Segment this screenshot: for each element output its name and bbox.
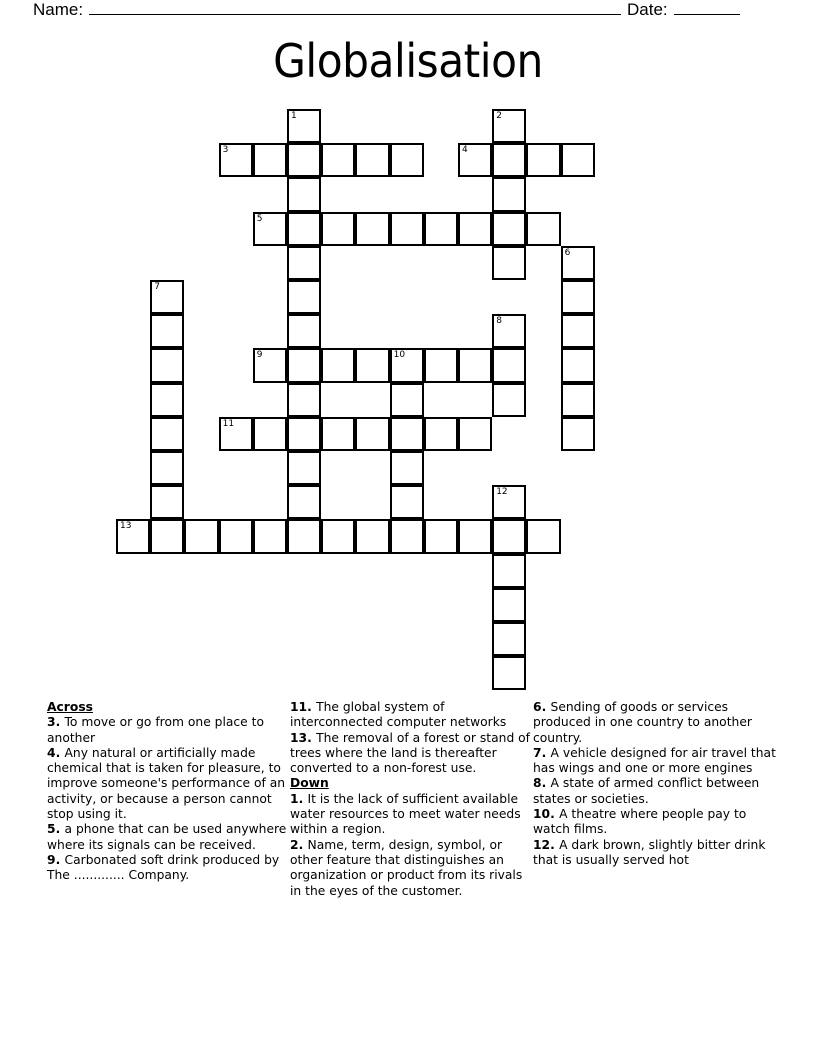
grid-cell[interactable] [390,383,424,417]
grid-cell[interactable] [492,109,526,143]
grid-cell[interactable] [253,348,287,382]
clues-column-3 [533,700,778,868]
name-field[interactable] [33,0,621,20]
grid-cell[interactable] [561,417,595,451]
grid-cell[interactable] [253,519,287,553]
grid-cell[interactable] [287,383,321,417]
grid-cell[interactable] [458,519,492,553]
clue-across-5: 5. a phone that can be used anywhere where its signals can be received. [47,822,287,852]
clue-across-3: 3. To move or go from one place to another [47,715,265,745]
grid-cell[interactable] [561,280,595,314]
grid-cell[interactable] [424,212,458,246]
clue-down-10: 10. A theatre where people pay to watch films. [533,807,747,837]
clue-down-7: 7. A vehicle designed for air travel that has wings and one or more engines [533,745,776,776]
grid-cell[interactable] [526,143,560,177]
grid-cell[interactable] [561,143,595,177]
grid-cell[interactable] [321,348,355,382]
grid-cell[interactable] [492,622,526,656]
grid-cell[interactable] [492,656,526,690]
grid-cell[interactable] [492,554,526,588]
grid-cell[interactable] [287,451,321,485]
grid-cell[interactable] [287,314,321,348]
grid-cell[interactable] [492,212,526,246]
grid-cell[interactable] [287,280,321,314]
grid-cell[interactable] [492,485,526,519]
clue-number: 10 [393,350,406,361]
clue-number: 7 [154,282,160,292]
grid-cell[interactable] [424,519,458,553]
grid-cell[interactable] [492,314,526,348]
grid-cell[interactable] [321,519,355,553]
grid-cell[interactable] [561,314,595,348]
grid-cell[interactable] [287,417,321,451]
grid-cell[interactable] [150,519,184,553]
grid-cell[interactable] [355,143,389,177]
page-title: Globalisation [273,34,543,88]
grid-cell[interactable] [287,348,321,382]
name-line[interactable] [89,0,621,15]
clue-number: 9 [256,350,263,361]
clue-down-1: 1. It is the lack of sufficient available water resources to meet water needs within a region. [290,791,521,837]
grid-cell[interactable] [321,212,355,246]
clue-number: 5 [256,213,263,224]
grid-cell[interactable] [150,348,184,382]
date-line[interactable] [674,0,740,15]
grid-cell[interactable] [390,417,424,451]
grid-cell[interactable] [287,485,321,519]
grid-cell[interactable] [492,519,526,553]
grid-cell[interactable] [390,348,424,382]
down-heading: Down [290,776,329,791]
grid-cell[interactable] [561,246,595,280]
grid-cell[interactable] [287,177,321,211]
grid-cell[interactable] [390,143,424,177]
grid-cell[interactable] [287,143,321,177]
across-heading: Across [47,700,93,714]
grid-cell[interactable] [492,588,526,622]
grid-cell[interactable] [116,519,150,553]
name-label: Name: [33,0,84,19]
crossword-grid [117,110,597,690]
grid-cell[interactable] [526,519,560,553]
grid-cell[interactable] [424,348,458,382]
clue-number: 11 [222,418,235,429]
grid-cell[interactable] [253,143,287,177]
grid-cell[interactable] [184,519,218,553]
grid-cell[interactable] [355,212,389,246]
clue-down-6: 6. Sending of goods or services produced in one country to another country. [533,700,752,745]
grid-cell[interactable] [390,485,424,519]
grid-cell[interactable] [355,519,389,553]
grid-cell[interactable] [287,246,321,280]
grid-cell[interactable] [390,519,424,553]
grid-cell[interactable] [561,383,595,417]
grid-cell[interactable] [561,348,595,382]
grid-cell[interactable] [321,143,355,177]
grid-cell[interactable] [492,143,526,177]
grid-cell[interactable] [458,417,492,451]
clue-across-4: 4. Any natural or artificially made chemical that is taken for pleasure, to improve someone's performance of an activity, or because a person cannot stop using it. [47,745,286,822]
clue-number: 2 [496,111,502,121]
grid-cell[interactable] [150,280,184,314]
clues-column-2 [290,700,535,899]
grid-cell[interactable] [253,417,287,451]
clues-column-1 [47,700,292,884]
clue-number: 1 [291,111,297,121]
grid-cell[interactable] [287,212,321,246]
grid-cell[interactable] [253,212,287,246]
grid-cell[interactable] [390,451,424,485]
date-label: Date: [627,0,668,19]
grid-cell[interactable] [492,348,526,382]
grid-cell[interactable] [287,109,321,143]
clue-across-9: 9. Carbonated soft drink produced by The ............. Company. [47,852,280,883]
grid-cell[interactable] [355,348,389,382]
grid-cell[interactable] [458,143,492,177]
clue-across-11: 11. The global system of interconnected computer networks [290,700,507,730]
grid-cell[interactable] [150,417,184,451]
grid-cell[interactable] [219,143,253,177]
date-field[interactable] [627,0,740,20]
clue-number: 3 [222,145,229,156]
grid-cell[interactable] [390,212,424,246]
clue-number: 6 [564,247,571,258]
grid-cell[interactable] [458,212,492,246]
clue-number: 8 [496,316,502,327]
grid-cell[interactable] [287,519,321,553]
clue-number: 4 [462,145,468,156]
grid-cell[interactable] [150,314,184,348]
grid-cell[interactable] [492,383,526,417]
grid-cell[interactable] [526,212,560,246]
clue-down-8: 8. A state of armed conflict between states or societies. [533,776,760,806]
grid-cell[interactable] [150,485,184,519]
clue-down-2: 2. Name, term, design, symbol, or other feature that distinguishes an organization or product from its rivals in the eyes of the customer. [290,837,523,898]
grid-cell[interactable] [492,246,526,280]
clue-number: 12 [496,487,508,498]
grid-cell[interactable] [150,383,184,417]
grid-cell[interactable] [458,348,492,382]
grid-cell[interactable] [219,519,253,553]
grid-cell[interactable] [321,417,355,451]
clue-down-12: 12. A dark brown, slightly bitter drink that is usually served hot [533,837,766,867]
clue-across-13: 13. The removal of a forest or stand of trees where the land is thereafter converted to a non-forest use. [290,730,531,776]
grid-cell[interactable] [492,177,526,211]
grid-cell[interactable] [219,417,253,451]
grid-cell[interactable] [150,451,184,485]
grid-cell[interactable] [355,417,389,451]
grid-cell[interactable] [424,417,458,451]
clue-number: 13 [120,521,132,532]
